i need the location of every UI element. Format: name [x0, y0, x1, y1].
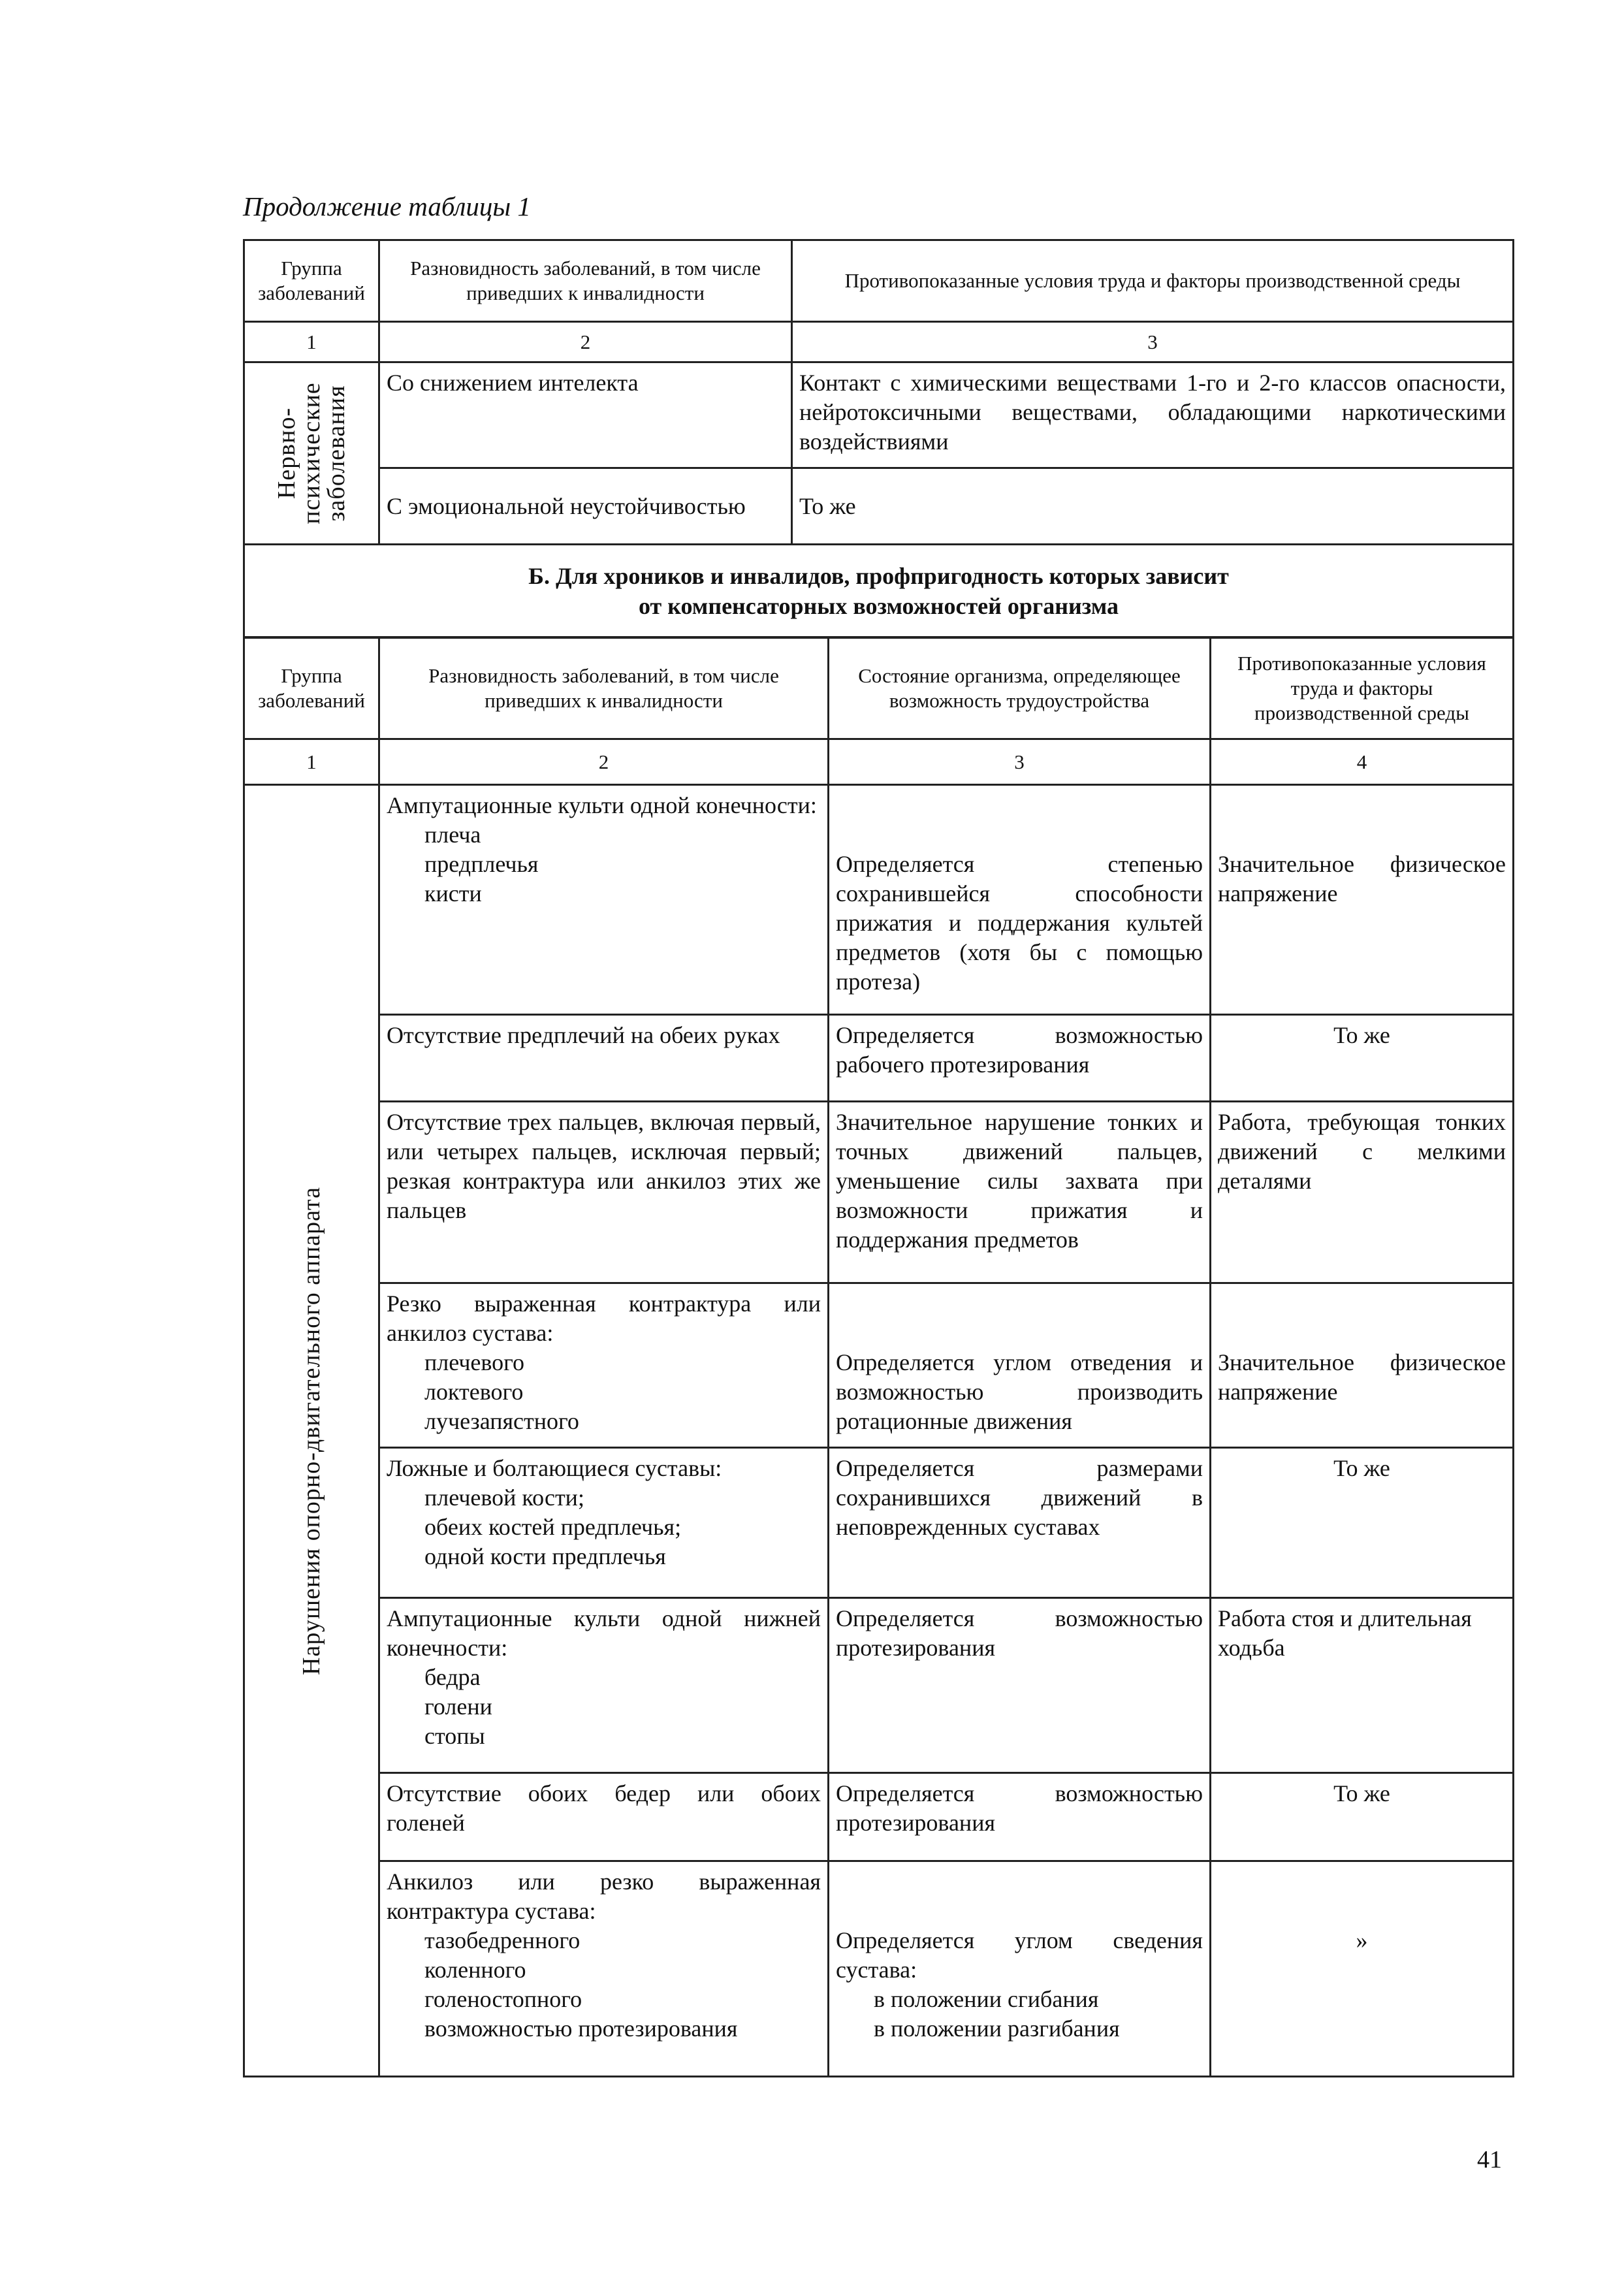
- variety-cell: Отсутствие обоих бедер или обоих голеней: [379, 1773, 829, 1861]
- table-caption: Продолжение таблицы 1: [243, 191, 531, 221]
- contra-cell: То же: [1211, 1773, 1514, 1861]
- contra-text: Значительное физическое напряжение: [1218, 851, 1506, 906]
- contra-cell: То же: [792, 468, 1514, 545]
- contra-cell: [1211, 1283, 1514, 1448]
- sub-item: плечевой кости;: [424, 1484, 584, 1511]
- variety-cell: Отсутствие трех пальцев, включая первый, или четырех пальцев, исключая первый; резкая контрактура или анкилоз этих же пальцев: [379, 1102, 829, 1283]
- state-cell: [829, 1283, 1211, 1448]
- sub-item: тазобедренного: [424, 1927, 581, 1953]
- variety-text: Ложные и болтающиеся суставы:: [387, 1455, 722, 1481]
- state-cell: Значительное нарушение тонких и точных движений пальцев, уменьшение силы захвата при возможности прижатия и поддержания предметов: [829, 1102, 1211, 1283]
- header-state: Состояние организма, определяющее возможность трудоустройства: [829, 638, 1211, 739]
- table-part-a: [243, 239, 1514, 638]
- column-number: 3: [829, 739, 1211, 785]
- column-number: 1: [244, 322, 379, 362]
- variety-cell: Со снижением интелекта: [379, 362, 792, 468]
- section-title-line: от компенсаторных возможностей организма: [639, 592, 1119, 619]
- section-title-line: Б. Для хроников и инвалидов, профпригодность которых зависит: [528, 562, 1229, 589]
- variety-cell: [379, 1598, 829, 1773]
- section-b-title: [244, 545, 1514, 637]
- sub-item: лучезапястного: [424, 1408, 579, 1434]
- sub-item: локтевого: [424, 1379, 524, 1405]
- state-cell: [829, 1861, 1211, 2077]
- variety-text: Ампутационные культи одной нижней конечности:: [387, 1605, 821, 1661]
- sub-item: одной кости предплечья: [424, 1543, 666, 1569]
- group-cell: [244, 362, 379, 545]
- header-group: Группа заболеваний: [244, 240, 379, 322]
- variety-text: Анкилоз или резко выраженная контрактура сустава:: [387, 1868, 821, 1924]
- sub-item: коленного: [424, 1957, 526, 1983]
- contra-text: Значительное физическое напряжение: [1218, 1349, 1506, 1405]
- group-label: Нарушения опорно-двигательного аппарата: [298, 1186, 325, 1675]
- variety-cell: [379, 1861, 829, 2077]
- contra-text: »: [1356, 1927, 1368, 1953]
- state-cell: Определяется возможностью протезирования: [829, 1598, 1211, 1773]
- state-cell: Определяется возможностью рабочего протезирования: [829, 1015, 1211, 1102]
- contra-cell: Работа стоя и длительная ходьба: [1211, 1598, 1514, 1773]
- state-cell: Определяется возможностью протезирования: [829, 1773, 1211, 1861]
- state-text: Определяется углом сведения сустава:: [836, 1927, 1203, 1983]
- group-label: Нервно-психические заболевания: [273, 382, 350, 524]
- column-number: 1: [244, 739, 379, 785]
- sub-item: в положении разгибания: [874, 2015, 1120, 2042]
- contra-cell: [1211, 1861, 1514, 2077]
- group-cell: [244, 785, 379, 2077]
- header-variety: Разновидность заболеваний, в том числе приведших к инвалидности: [379, 240, 792, 322]
- variety-text: Ампутационные культи одной конечности:: [387, 792, 817, 818]
- sub-item: плечевого: [424, 1349, 525, 1375]
- header-contraindications: Противопоказанные условия труда и факторы производственной среды: [792, 240, 1514, 322]
- column-number: 3: [792, 322, 1514, 362]
- variety-cell: С эмоциональной неустойчивостью: [379, 468, 792, 545]
- table-part-b: [243, 637, 1514, 2077]
- header-contraindications: Противопоказанные условия труда и факторы производственной среды: [1211, 638, 1514, 739]
- variety-cell: [379, 1283, 829, 1448]
- contra-cell: То же: [1211, 1448, 1514, 1598]
- sub-item: возможностью протезирования: [424, 2015, 738, 2042]
- sub-item: голени: [424, 1693, 492, 1720]
- contra-cell: [1211, 785, 1514, 1015]
- state-cell: [829, 785, 1211, 1015]
- state-cell: Определяется размерами сохранившихся движений в неповрежденных суставах: [829, 1448, 1211, 1598]
- sub-item: обеих костей предплечья;: [424, 1514, 682, 1540]
- sub-item: бедра: [424, 1664, 481, 1690]
- column-number: 2: [379, 739, 829, 785]
- header-variety: Разновидность заболеваний, в том числе приведших к инвалидности: [379, 638, 829, 739]
- column-number: 4: [1211, 739, 1514, 785]
- contra-cell: Контакт с химическими веществами 1-го и 2-го классов опасности, нейротоксичными веществами, обладающими наркотическими воздействиями: [792, 362, 1514, 468]
- page-number: 41: [1477, 2146, 1502, 2173]
- sub-item: в положении сгибания: [874, 1986, 1099, 2012]
- header-group: Группа заболеваний: [244, 638, 379, 739]
- variety-cell: [379, 785, 829, 1015]
- variety-text: Резко выраженная контрактура или анкилоз сустава:: [387, 1291, 821, 1346]
- contra-cell: Работа, требующая тонких движений с мелкими деталями: [1211, 1102, 1514, 1283]
- column-number: 2: [379, 322, 792, 362]
- sub-item: кисти: [424, 880, 482, 906]
- sub-item: предплечья: [424, 851, 539, 877]
- sub-item: плеча: [424, 822, 481, 848]
- state-text: Определяется степенью сохранившейся способности прижатия и поддержания культей предметов (хотя бы с помощью протеза): [836, 851, 1203, 995]
- variety-cell: Отсутствие предплечий на обеих руках: [379, 1015, 829, 1102]
- contra-cell: То же: [1211, 1015, 1514, 1102]
- sub-item: голеностопного: [424, 1986, 582, 2012]
- sub-item: стопы: [424, 1723, 485, 1749]
- variety-cell: [379, 1448, 829, 1598]
- state-text: Определяется углом отведения и возможностью производить ротационные движения: [836, 1349, 1203, 1434]
